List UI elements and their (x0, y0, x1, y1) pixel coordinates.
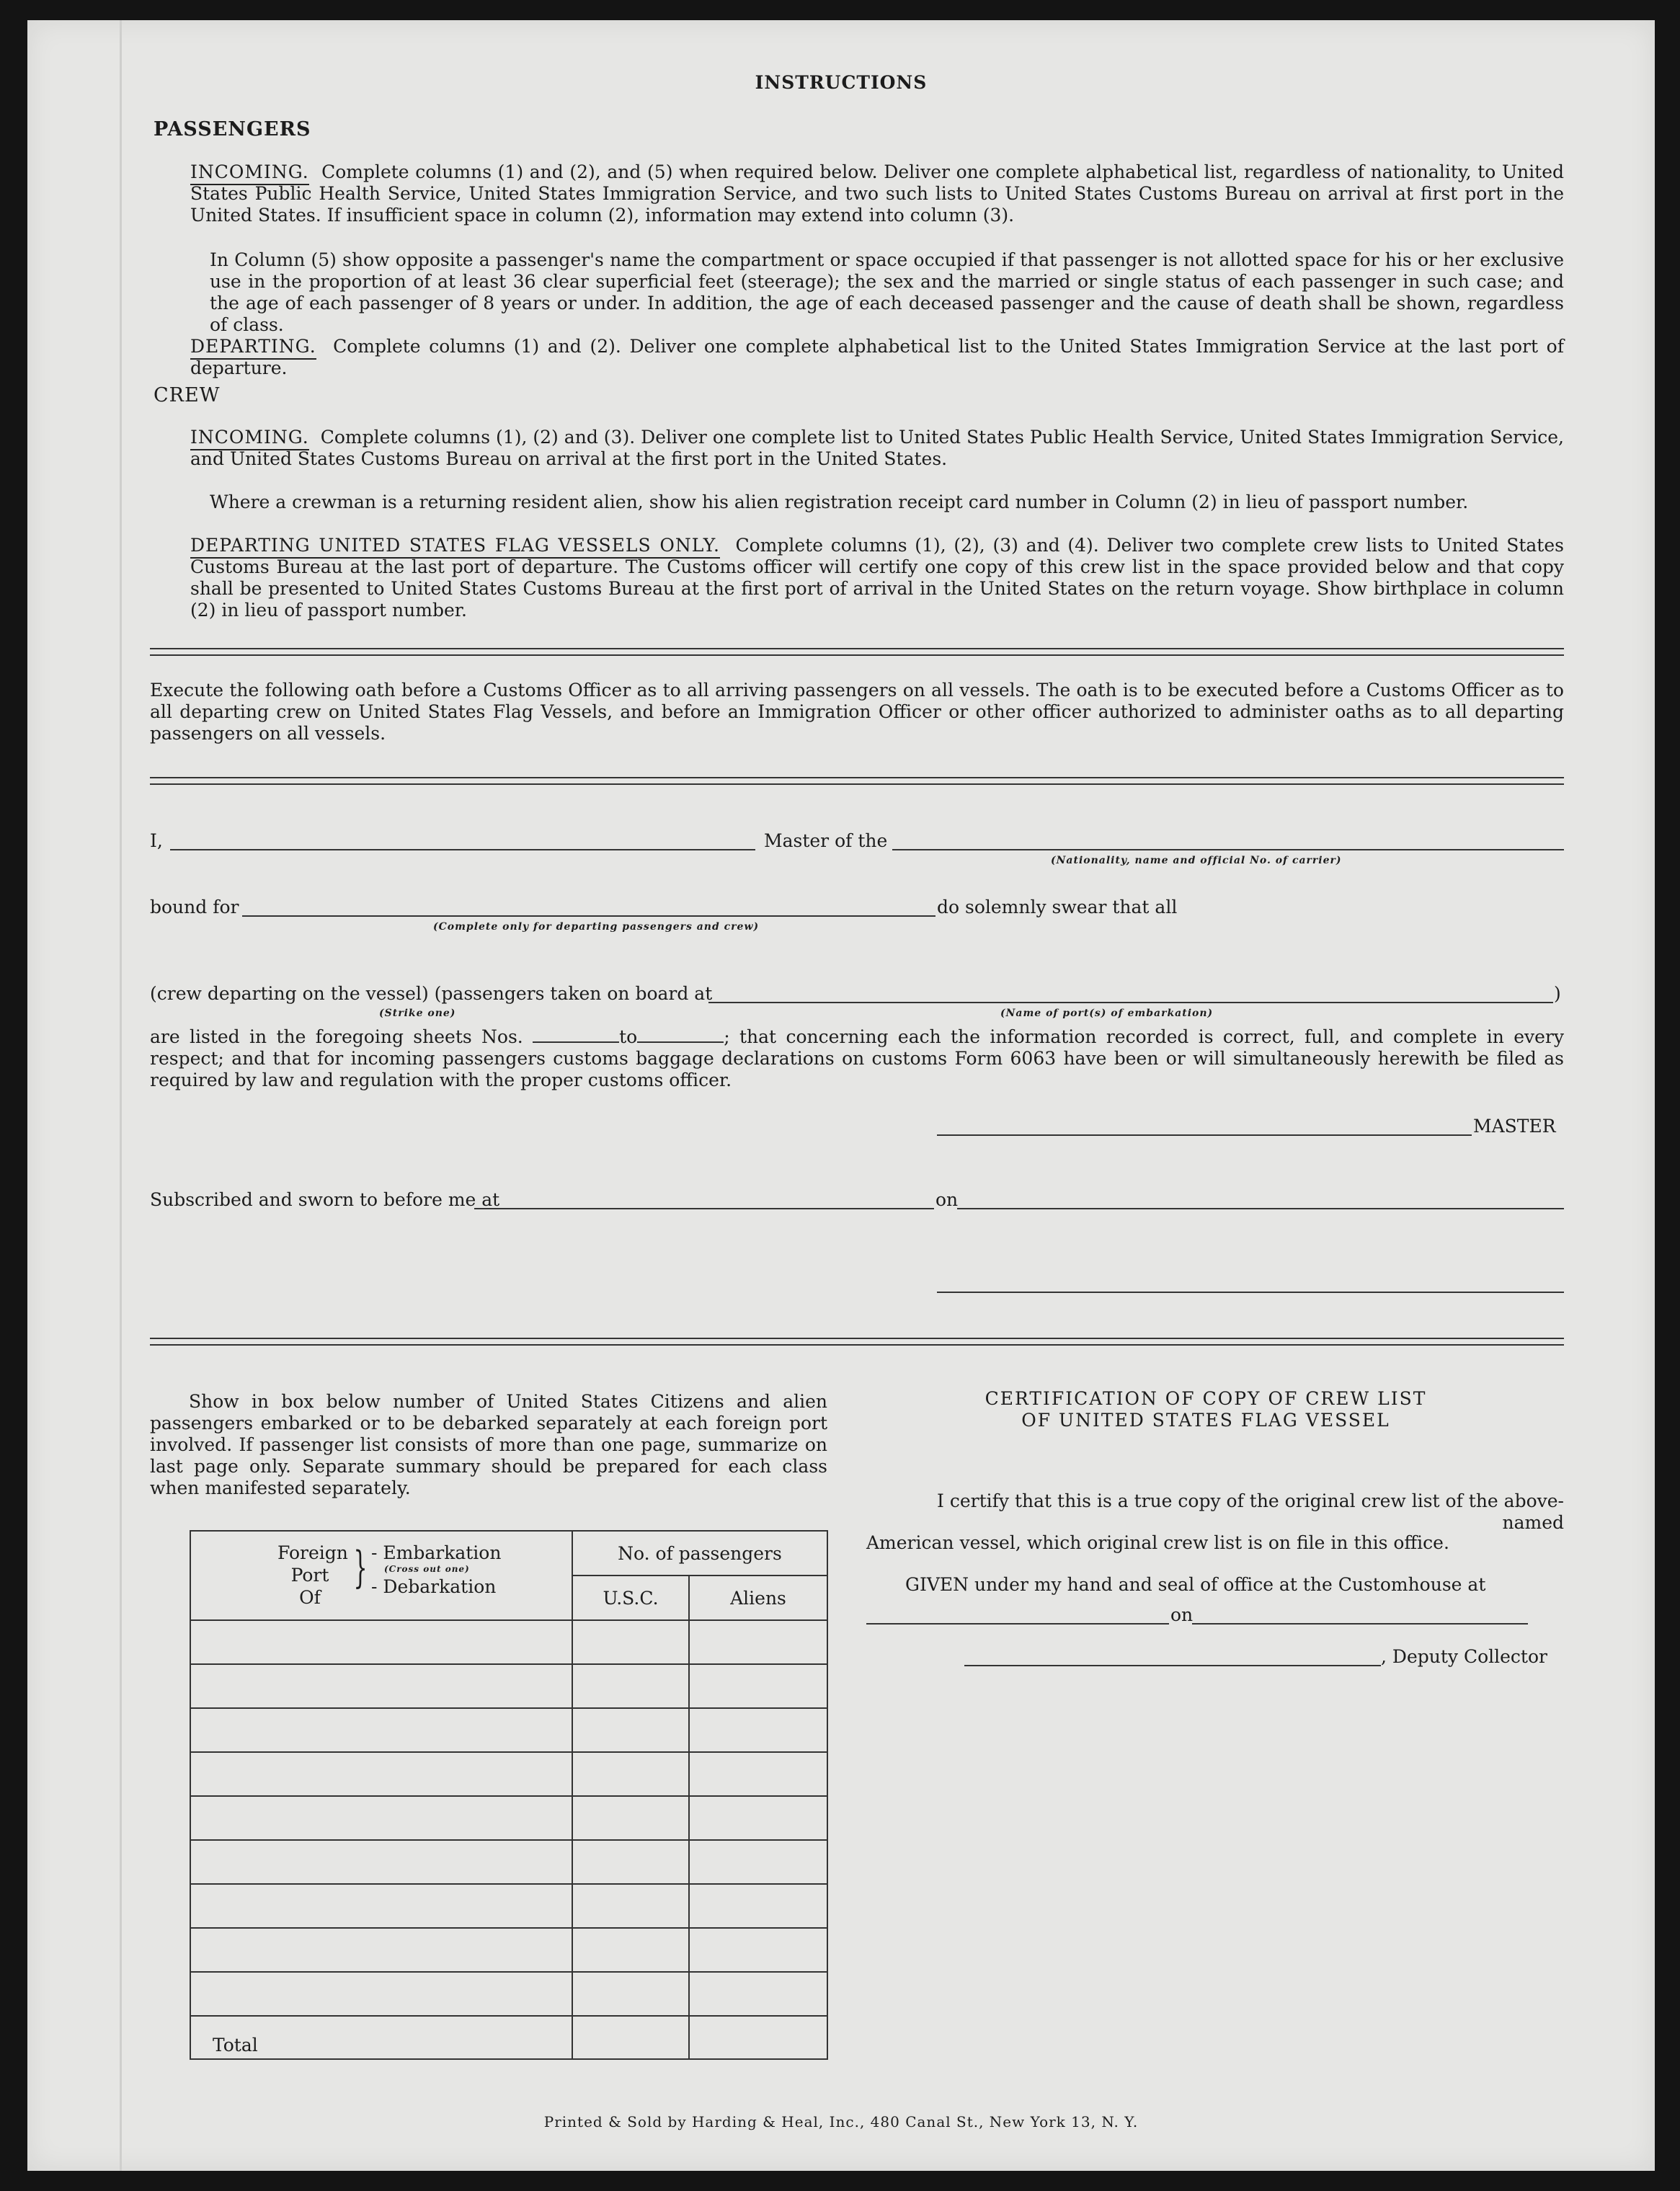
usc-cell[interactable] (572, 1928, 689, 1972)
crew-departing-paragraph (190, 535, 1564, 621)
usc-cell[interactable] (572, 1752, 689, 1796)
sheet-from-field[interactable] (533, 1028, 619, 1043)
port-cell[interactable] (190, 1796, 572, 1840)
aliens-cell[interactable] (689, 1752, 827, 1796)
passengers-incoming-label: INCOMING. (190, 161, 309, 185)
subscribed-label: Subscribed and sworn to before me at (150, 1189, 500, 1210)
listed-paragraph (150, 1026, 1564, 1091)
certification-on: on (1170, 1604, 1194, 1625)
embarkation-label: - Embarkation (371, 1542, 502, 1563)
usc-cell[interactable] (572, 1972, 689, 2016)
usc-cell[interactable] (572, 1796, 689, 1840)
master-of-label: Master of the (764, 830, 888, 851)
crew-incoming-text: Complete columns (1), (2) and (3). Deliver one complete list to United States Public Health Service, United States Immigration Service, and United States Customs Bureau on arrival at the first port in the United States. (190, 427, 1564, 469)
master-signature-field[interactable] (937, 1134, 1472, 1136)
crew-heading: CREW (154, 384, 221, 406)
passengers-incoming-text: Complete columns (1) and (2), and (5) when required below. Deliver one complete alphabetical list, regardless of nationality, to United States Public Health Service, United States Immigration Service, and two such lists to United States Customs Bureau on arrival at first port in the United States. If insufficient space in column (2), information may extend into column (3). (190, 161, 1564, 226)
crew-passengers-text: (crew departing on the vessel) (passengers taken on board at (150, 983, 713, 1004)
aliens-cell[interactable] (689, 1620, 827, 1664)
bound-for-hint: (Complete only for departing passengers and crew) (433, 921, 760, 933)
oath-intro: Execute the following oath before a Customs Officer as to all arriving passengers on all vessels. The oath is to be executed before a Customs Officer as to all departing crew on United States Flag Vessels, and before an Immigration Officer or other officer authorized to administer oaths as to all departing passengers on all vessels. (150, 680, 1564, 744)
port-cell[interactable] (190, 1972, 572, 2016)
of-label: Of (299, 1587, 321, 1608)
fold-line (120, 20, 122, 2171)
certification-title-line1: CERTIFICATION OF COPY OF CREW LIST (985, 1388, 1427, 1409)
form-page (27, 20, 1655, 2171)
oath-i-label: I, (150, 830, 163, 851)
embarkation-port-field[interactable] (708, 1002, 1553, 1003)
usc-cell[interactable] (572, 1840, 689, 1884)
aliens-cell[interactable] (689, 1884, 827, 1928)
strike-one-hint: (Strike one) (379, 1008, 456, 1019)
master-label: MASTER (1473, 1116, 1556, 1137)
usc-cell[interactable] (572, 1708, 689, 1752)
officer-signature-field[interactable] (937, 1292, 1564, 1293)
certify-line2: American vessel, which original crew list is on file in this office. (866, 1532, 1449, 1553)
port-cell[interactable] (190, 1840, 572, 1884)
certification-title (849, 1388, 1563, 1431)
oath-divider (150, 777, 1564, 785)
port-cell[interactable] (190, 1752, 572, 1796)
bound-for-label: bound for (150, 897, 239, 917)
aliens-cell[interactable] (689, 1928, 827, 1972)
port-cell[interactable] (190, 1620, 572, 1664)
close-paren: ) (1554, 983, 1561, 1004)
port-cell[interactable] (190, 1884, 572, 1928)
summary-intro: Show in box below number of United States Citizens and alien passengers embarked or to be debarked separately at each foreign port involved. If passenger list consists of more than one page, summarize on last page only. Separate summary should be prepared for each class when manifested separately. (150, 1391, 827, 1498)
aliens-total-cell[interactable] (689, 2016, 827, 2059)
sworn-place-field[interactable] (474, 1208, 934, 1209)
cross-out-hint: (Cross out one) (384, 1564, 470, 1574)
bound-for-field[interactable] (242, 915, 935, 917)
customhouse-place-field[interactable] (866, 1623, 1169, 1625)
usc-total-cell[interactable] (572, 2016, 689, 2059)
aliens-header: Aliens (689, 1576, 827, 1620)
passengers-heading: PASSENGERS (154, 118, 311, 141)
passengers-departing-label: DEPARTING. (190, 336, 316, 360)
debarkation-label: - Debarkation (371, 1576, 497, 1597)
section-divider (150, 648, 1564, 656)
listed-text-rest: ; that concerning each the information recorded is correct, full, and complete in every respect; and that for incoming passengers customs baggage declarations on customs Form 6063 have been or will simultaneously herewith be filed as required by law and regulation with the proper customs officer. (150, 1026, 1564, 1090)
no-passengers-header: No. of passengers (572, 1531, 827, 1576)
port-label: Port (290, 1565, 329, 1586)
carrier-hint: (Nationality, name and official No. of carrier) (1051, 855, 1342, 866)
brace-icon: } (353, 1542, 368, 1593)
port-cell[interactable] (190, 1708, 572, 1752)
usc-cell[interactable] (572, 1620, 689, 1664)
carrier-field[interactable] (892, 849, 1564, 850)
master-name-field[interactable] (170, 849, 755, 850)
listed-to: to (619, 1026, 638, 1047)
oath-bottom-divider (150, 1338, 1564, 1346)
aliens-cell[interactable] (689, 1840, 827, 1884)
aliens-cell[interactable] (689, 1664, 827, 1708)
crew-departing-label: DEPARTING UNITED STATES FLAG VESSELS ONLY. (190, 535, 720, 559)
aliens-cell[interactable] (689, 1796, 827, 1840)
sheet-to-field[interactable] (637, 1028, 724, 1043)
certification-title-line2: OF UNITED STATES FLAG VESSEL (1021, 1410, 1390, 1431)
crew-incoming-label: INCOMING. (190, 427, 309, 450)
passengers-incoming-paragraph (190, 161, 1564, 226)
page-title: INSTRUCTIONS (755, 72, 928, 93)
crew-departing-text: Complete columns (1), (2), (3) and (4). Deliver two complete crew lists to United States Customs Bureau at the last port of departure. The Customs officer will certify one copy of this crew list in the space provided below and that copy shall be presented to United States Customs Bureau at the first port of arrival in the United States on the return voyage. Show birthplace in column (2) in lieu of passport number. (190, 535, 1564, 621)
printer-credit: Printed & Sold by Harding & Heal, Inc., 480 Canal St., New York 13, N. Y. (543, 2113, 1139, 2130)
aliens-cell[interactable] (689, 1972, 827, 2016)
port-cell[interactable] (190, 1664, 572, 1708)
certify-line1: I certify that this is a true copy of the original crew list of the above-named (937, 1490, 1564, 1533)
foreign-label: Foreign (277, 1542, 348, 1563)
aliens-cell[interactable] (689, 1708, 827, 1752)
sworn-on-label: on (935, 1189, 959, 1210)
crew-incoming-paragraph (190, 427, 1564, 470)
swear-text: do solemnly swear that all (937, 897, 1178, 917)
sworn-date-field[interactable] (957, 1208, 1564, 1209)
passengers-departing-paragraph (190, 336, 1564, 379)
total-label: Total (190, 2016, 572, 2059)
foreign-port-header (190, 1531, 572, 1620)
usc-cell[interactable] (572, 1664, 689, 1708)
crew-resident-paragraph: Where a crewman is a returning resident alien, show his alien registration receipt card number in Column (2) in lieu of passport number. (210, 492, 1469, 512)
deputy-signature-field[interactable] (964, 1665, 1381, 1666)
given-text: GIVEN under my hand and seal of office at the Customhouse at (905, 1574, 1486, 1595)
passenger-summary-table (190, 1530, 828, 2060)
passengers-departing-text: Complete columns (1) and (2). Deliver one complete alphabetical list to the United States Immigration Service at the last port of departure. (190, 336, 1564, 378)
usc-header: U.S.C. (572, 1576, 689, 1620)
deputy-collector-label: , Deputy Collector (1381, 1646, 1547, 1667)
usc-cell[interactable] (572, 1884, 689, 1928)
certification-date-field[interactable] (1192, 1623, 1528, 1625)
listed-text-a: are listed in the foregoing sheets Nos. (150, 1026, 523, 1047)
port-hint: (Name of port(s) of embarkation) (1000, 1008, 1214, 1019)
port-cell[interactable] (190, 1928, 572, 1972)
passengers-column5-paragraph: In Column (5) show opposite a passenger's name the compartment or space occupied if that passenger is not allotted space for his or her exclusive use in the proportion of at least 36 clear superficial feet (steerage); the sex and the married or single status of each passenger in such case; and the age of each passenger of 8 years or under. In addition, the age of each deceased passenger and the cause of death shall be shown, regardless of class. (210, 249, 1564, 335)
